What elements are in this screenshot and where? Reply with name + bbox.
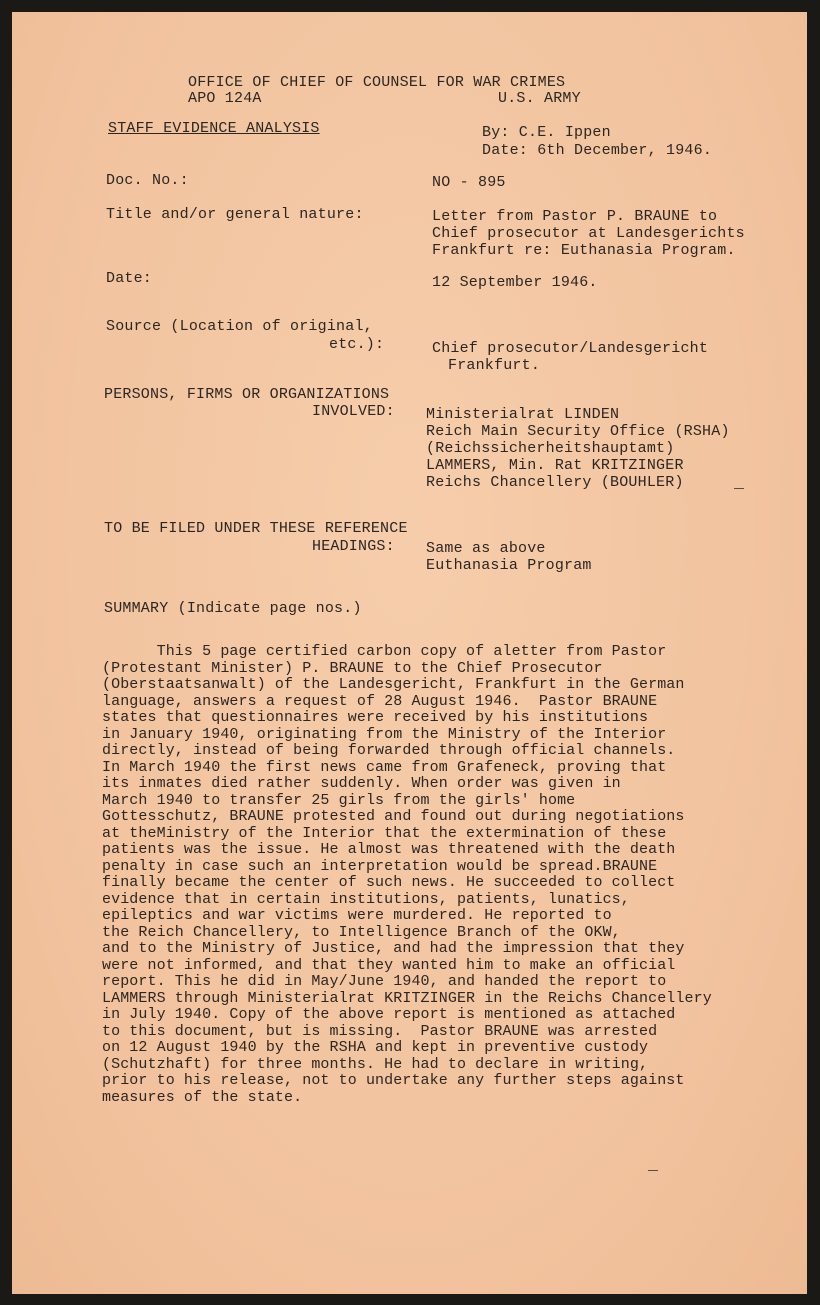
persons-value-line: Ministerialrat LINDEN	[426, 406, 620, 423]
summary-line: and to the Ministry of Justice, and had the impression that they	[102, 940, 685, 957]
summary-line: evidence that in certain institutions, patients, lunatics,	[102, 890, 630, 908]
summary-line: in July 1940. Copy of the above report is mentioned as attached	[102, 1006, 676, 1023]
stray-mark	[648, 1170, 658, 1171]
summary-line: Gottesschutz, BRAUNE protested and found out during negotiations	[102, 808, 685, 825]
date-label: Date:	[106, 270, 153, 287]
summary-line: report. This he did in May/June 1940, and handed the report to	[102, 973, 667, 990]
reference-value-line: Same as above	[426, 540, 546, 557]
analyst-name: By: C.E. Ippen	[482, 124, 611, 141]
doc-no-value: NO - 895	[432, 174, 506, 191]
summary-line: (Oberstaatsanwalt) of the Landesgericht, Frankfurt in the German	[102, 676, 685, 693]
source-label: Source (Location of original,	[106, 318, 373, 335]
summary-line: the Reich Chancellery, to Intelligence Branch of the OKW,	[102, 923, 621, 941]
army-label: U.S. ARMY	[498, 90, 581, 107]
reference-label: TO BE FILED UNDER THESE REFERENCE	[104, 520, 408, 537]
title-value-line: Letter from Pastor P. BRAUNE to	[432, 208, 718, 225]
summary-line: directly, instead of being forwarded through official channels.	[102, 742, 676, 759]
persons-value-line: Reichs Chancellery (BOUHLER)	[426, 474, 684, 491]
persons-value-line: LAMMERS, Min. Rat KRITZINGER	[426, 457, 684, 474]
summary-line: LAMMERS through Ministerialrat KRITZINGER in the Reichs Chancellery	[102, 989, 712, 1007]
doc-no-label: Doc. No.:	[106, 172, 189, 189]
document-page	[12, 12, 807, 1294]
summary-heading: SUMMARY (Indicate page nos.)	[104, 600, 362, 617]
title-label: Title and/or general nature:	[106, 206, 364, 223]
persons-label: PERSONS, FIRMS OR ORGANIZATIONS	[104, 386, 390, 403]
summary-line: patients was the issue. He almost was threatened with the death	[102, 841, 676, 858]
persons-label: INVOLVED:	[312, 403, 395, 420]
analysis-date: Date: 6th December, 1946.	[482, 142, 713, 159]
analysis-heading: STAFF EVIDENCE ANALYSIS	[108, 120, 320, 137]
summary-line: in January 1940, originating from the Ministry of the Interior	[102, 725, 667, 743]
persons-value-line: (Reichssicherheitshauptamt)	[426, 440, 675, 457]
date-value: 12 September 1946.	[432, 274, 598, 291]
title-value-line: Frankfurt re: Euthanasia Program.	[432, 242, 736, 259]
summary-line: finally became the center of such news. He succeeded to collect	[102, 874, 676, 891]
source-value-line: Chief prosecutor/Landesgericht	[432, 340, 709, 357]
summary-line: language, answers a request of 28 August 1946. Pastor BRAUNE	[102, 692, 658, 710]
office-title: OFFICE OF CHIEF OF COUNSEL FOR WAR CRIMES	[188, 74, 566, 91]
summary-line: In March 1940 the first news came from Grafeneck, proving that	[102, 758, 667, 776]
summary-line: (Schutzhaft) for three months. He had to declare in writing,	[102, 1055, 649, 1073]
summary-line: This 5 page certified carbon copy of aletter from Pastor	[102, 643, 667, 660]
source-label: etc.):	[329, 336, 385, 353]
summary-line: measures of the state.	[102, 1088, 303, 1106]
summary-line: its inmates died rather suddenly. When order was given in	[102, 775, 621, 792]
persons-value-line: Reich Main Security Office (RSHA)	[426, 423, 730, 440]
title-value-line: Chief prosecutor at Landesgerichts	[432, 225, 745, 242]
source-value-line: Frankfurt.	[448, 357, 541, 374]
summary-line: penalty in case such an interpretation would be spread.BRAUNE	[102, 857, 658, 875]
summary-line: prior to his release, not to undertake any further steps against	[102, 1072, 685, 1089]
reference-label: HEADINGS:	[312, 538, 395, 555]
reference-value-line: Euthanasia Program	[426, 557, 592, 574]
summary-line: at theMinistry of the Interior that the extermination of these	[102, 824, 667, 842]
summary-line: (Protestant Minister) P. BRAUNE to the Chief Prosecutor	[102, 659, 603, 677]
summary-line: on 12 August 1940 by the RSHA and kept in preventive custody	[102, 1039, 649, 1056]
summary-line: were not informed, and that they wanted him to make an official	[102, 956, 676, 974]
summary-body	[102, 644, 762, 1106]
summary-line: states that questionnaires were received by his institutions	[102, 709, 649, 726]
summary-line: epileptics and war victims were murdered. He reported to	[102, 907, 612, 924]
apo-number: APO 124A	[188, 90, 262, 107]
summary-line: to this document, but is missing. Pastor BRAUNE was arrested	[102, 1022, 658, 1040]
stray-mark	[734, 488, 744, 489]
summary-line: March 1940 to transfer 25 girls from the girls' home	[102, 791, 576, 809]
